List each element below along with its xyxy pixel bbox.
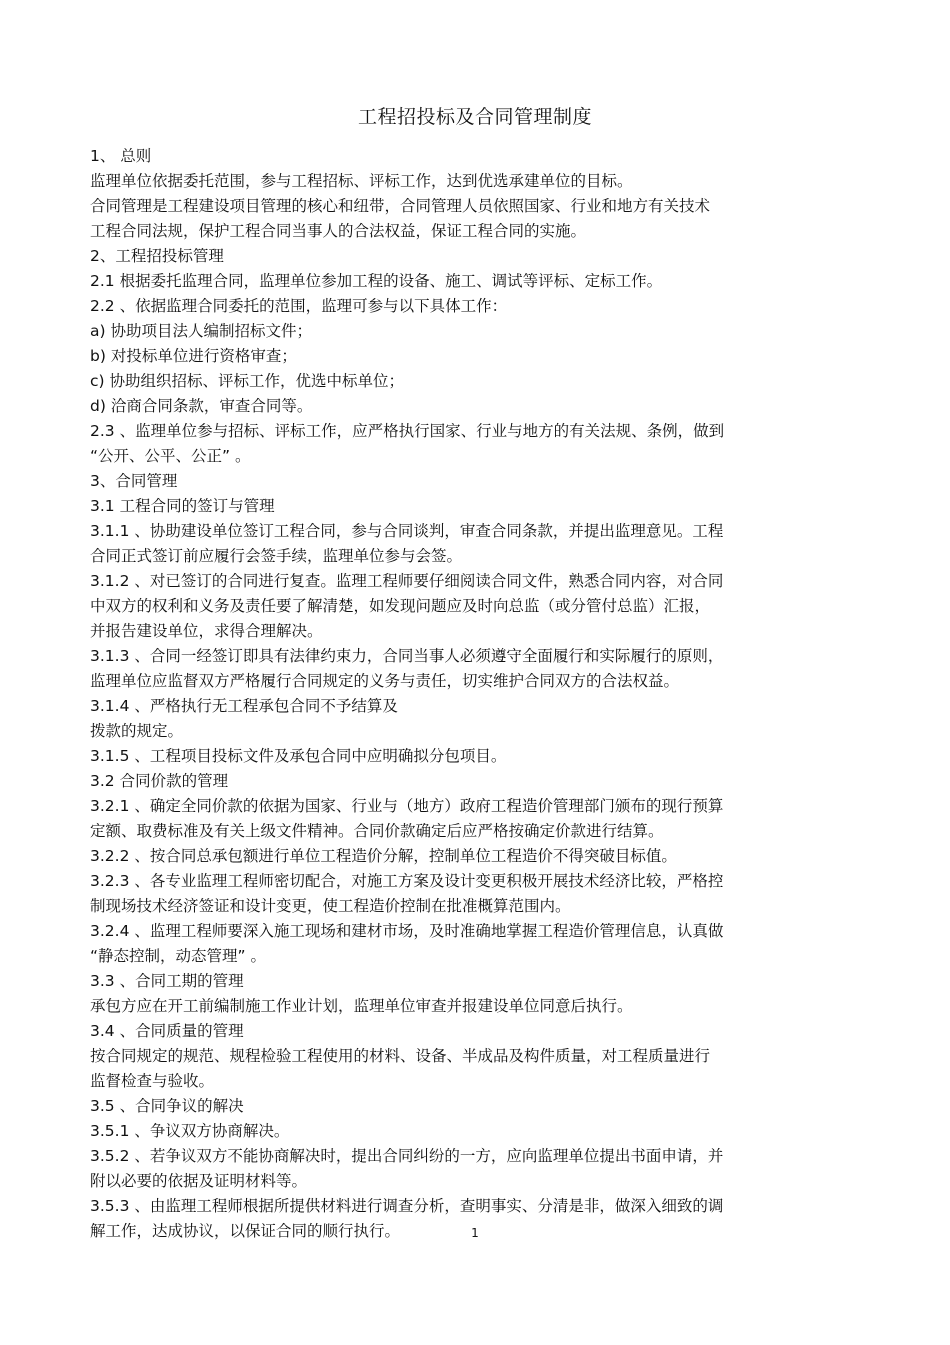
document-body [90, 144, 820, 1244]
body-line: 3.2.3 、各专业监理工程师密切配合，对施工方案及设计变更积极开展技术经济比较，严格控 [90, 872, 724, 890]
body-line: 监督检查与验收。 [90, 1072, 215, 1090]
body-line: a) 协助项目法人编制招标文件； [90, 322, 312, 340]
body-line: 3.1.1 、协助建设单位签订工程合同，参与合同谈判，审查合同条款，并提出监理意见。工程 [90, 522, 724, 540]
body-line: 3.5.1 、争议双方协商解决。 [90, 1122, 290, 1140]
body-line: c) 协助组织招标、评标工作，优选中标单位； [90, 372, 404, 390]
body-line: 监理单位应监督双方严格履行合同规定的义务与责任，切实维护合同双方的合法权益。 [90, 672, 680, 690]
body-line: 2.1 根据委托监理合同，监理单位参加工程的设备、施工、调试等评标、定标工作。 [90, 272, 663, 290]
body-line: b) 对投标单位进行资格审查； [90, 347, 297, 365]
body-line: 3.2 合同价款的管理 [90, 772, 229, 790]
body-line: 3.2.4 、监理工程师要深入施工现场和建材市场，及时准确地掌握工程造价管理信息，认真做 [90, 922, 724, 940]
body-line: 3.5.2 、若争议双方不能协商解决时，提出合同纠纷的一方，应向监理单位提出书面申请，并 [90, 1147, 724, 1165]
body-line: 2、工程招投标管理 [90, 247, 224, 265]
body-line: 中双方的权利和义务及责任要了解清楚，如发现问题应及时向总监（或分管付总监）汇报， [90, 597, 711, 615]
body-line: 3.1.2 、对已签订的合同进行复查。监理工程师要仔细阅读合同文件，熟悉合同内容，对合同 [90, 572, 724, 590]
body-line: 3.3 、合同工期的管理 [90, 972, 244, 990]
body-line: 监理单位依据委托范围，参与工程招标、评标工作，达到优选承建单位的目标。 [90, 172, 633, 190]
body-line: 3.1 工程合同的签订与管理 [90, 497, 275, 515]
body-line: 承包方应在开工前编制施工作业计划，监理单位审查并报建设单位同意后执行。 [90, 997, 633, 1015]
body-line: 合同正式签订前应履行会签手续，监理单位参与会签。 [90, 547, 463, 565]
body-line: 1、 总则 [90, 147, 152, 165]
body-line: 解工作，达成协议，以保证合同的顺行执行。 [90, 1222, 401, 1240]
body-line: 并报告建设单位，求得合理解决。 [90, 622, 323, 640]
body-line: 3.5 、合同争议的解决 [90, 1097, 244, 1115]
body-line: “公开、公平、公正” 。 [90, 447, 251, 465]
body-line: 3.4 、合同质量的管理 [90, 1022, 244, 1040]
body-line: 2.3 、监理单位参与招标、评标工作，应严格执行国家、行业与地方的有关法规、条例，做到 [90, 422, 725, 440]
body-line: d) 洽商合同条款，审查合同等。 [90, 397, 313, 415]
body-line: 定额、取费标准及有关上级文件精神。合同价款确定后应严格按确定价款进行结算。 [90, 822, 664, 840]
body-line: 拨款的规定。 [90, 722, 184, 740]
page-number: 1 [471, 1226, 479, 1240]
body-line: 按合同规定的规范、规程检验工程使用的材料、设备、半成品及构件质量，对工程质量进行 [90, 1047, 711, 1065]
document-title: 工程招投标及合同管理制度 [357, 106, 592, 128]
body-line: 3.1.4 、严格执行无工程承包合同不予结算及 [90, 697, 398, 715]
body-line: 3.1.5 、工程项目投标文件及承包合同中应明确拟分包项目。 [90, 747, 507, 765]
body-line: 附以必要的依据及证明材料等。 [90, 1172, 308, 1190]
body-line: 2.2 、依据监理合同委托的范围，监理可参与以下具体工作： [90, 297, 508, 315]
body-line: 3.5.3 、由监理工程师根据所提供材料进行调查分析，查明事实、分清是非，做深入细致的调 [90, 1197, 724, 1215]
body-line: 制现场技术经济签证和设计变更，使工程造价控制在批准概算范围内。 [90, 897, 571, 915]
body-line: 3.2.2 、按合同总承包额进行单位工程造价分解，控制单位工程造价不得突破目标值。 [90, 847, 677, 865]
body-line: 工程合同法规，保护工程合同当事人的合法权益，保证工程合同的实施。 [90, 222, 587, 240]
body-line: 3.1.3 、合同一经签订即具有法律约束力，合同当事人必须遵守全面履行和实际履行的原则， [90, 647, 724, 665]
body-line: 3.2.1 、确定全同价款的依据为国家、行业与（地方）政府工程造价管理部门颁布的现行预算 [90, 797, 724, 815]
body-line: “静态控制，动态管理” 。 [90, 947, 266, 965]
body-line: 合同管理是工程建设项目管理的核心和纽带，合同管理人员依照国家、行业和地方有关技术 [90, 197, 711, 215]
body-line: 3、合同管理 [90, 472, 178, 490]
